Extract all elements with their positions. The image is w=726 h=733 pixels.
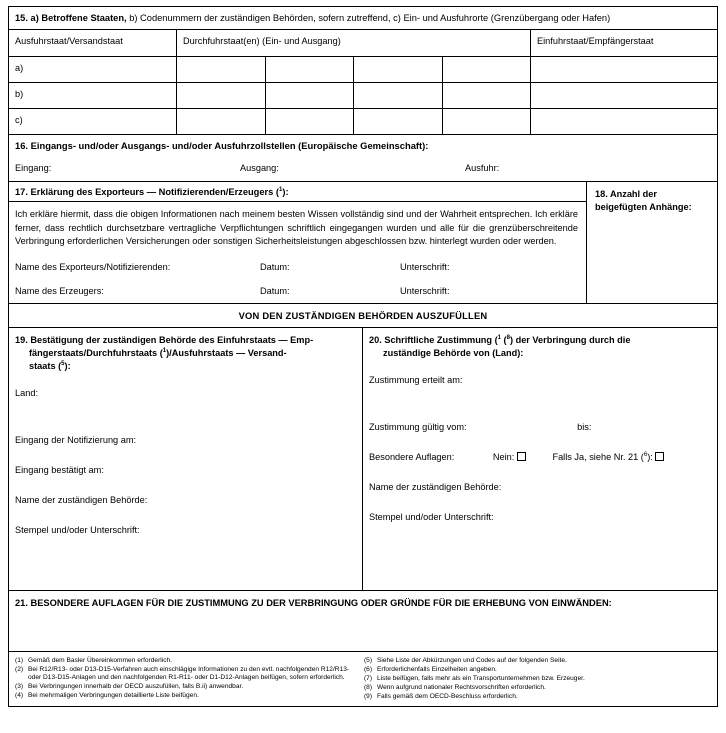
footnote-ref-8: 8 bbox=[506, 334, 510, 341]
footnotes bbox=[9, 651, 717, 706]
footnote-text: Bei mehrmaligen Verbringungen detaillierte Liste beifügen. bbox=[28, 692, 199, 700]
section-17-title-end: ): bbox=[282, 187, 289, 197]
footnote-ref-6: 6 bbox=[643, 451, 648, 458]
cell-c-import[interactable] bbox=[531, 109, 717, 134]
footnote-marker: (9) bbox=[363, 692, 373, 700]
sections-19-20 bbox=[9, 328, 717, 590]
section-20-title-l1: 20. Schriftliche Zustimmung ( bbox=[369, 334, 498, 345]
cell-b-transit-3[interactable] bbox=[354, 83, 443, 108]
table-row bbox=[9, 57, 717, 83]
footnote-marker: (5) bbox=[363, 656, 373, 664]
section-19-title bbox=[9, 328, 362, 377]
checkbox-special-no[interactable] bbox=[517, 452, 526, 461]
row-label-b: b) bbox=[9, 83, 177, 108]
footnote-marker: (8) bbox=[363, 683, 373, 691]
col-header-transit-states: Durchfuhrstaat(en) (Ein- und Ausgang) bbox=[177, 30, 531, 56]
section-20-blank-space bbox=[363, 531, 717, 577]
section-15-heading-rest: b) Codenummern der zuständigen Behörden, sofern zutreffend, c) Ein- und Ausfuhrorte (Grenzübergang oder Hafen) bbox=[126, 13, 611, 23]
authorities-banner: VON DEN ZUSTÄNDIGEN BEHÖRDEN AUSZUFÜLLEN bbox=[9, 303, 717, 328]
section-17-line-producer bbox=[9, 279, 586, 303]
footnote-ref-1: 1 bbox=[497, 334, 501, 341]
table-row bbox=[9, 83, 717, 109]
section-18 bbox=[587, 182, 717, 303]
footnote-text: Gemäß dem Basler Übereinkommen erforderlich. bbox=[28, 656, 173, 664]
section-19-title-l2b: )/Ausfuhrstaats — Versand- bbox=[166, 347, 287, 358]
field-19-stamp-signature[interactable]: Stempel und/oder Unterschrift: bbox=[15, 524, 140, 535]
section-16-title bbox=[9, 135, 717, 157]
field-20-stamp-signature[interactable]: Stempel und/oder Unterschrift: bbox=[369, 511, 494, 522]
footnote-item bbox=[364, 675, 711, 684]
cell-b-transit-1[interactable] bbox=[177, 83, 266, 108]
section-19 bbox=[9, 328, 363, 590]
footnote-ref-5: 5 bbox=[61, 360, 65, 367]
footnote-item bbox=[15, 692, 364, 701]
field-19-notification-received[interactable]: Eingang der Notifizierung am: bbox=[15, 434, 137, 445]
footnote-item bbox=[15, 657, 364, 666]
cell-c-transit-2[interactable] bbox=[266, 109, 355, 134]
field-producer-date[interactable]: Datum: bbox=[260, 285, 290, 296]
field-19-authority-name[interactable]: Name der zuständigen Behörde: bbox=[15, 494, 148, 505]
section-17-title-text: 17. Erklärung des Exporteurs — Notifizierenden/Erzeugers ( bbox=[15, 187, 279, 197]
footnote-ref-1: 1 bbox=[279, 186, 283, 193]
field-eingang[interactable]: Eingang: bbox=[15, 163, 52, 173]
section-16 bbox=[9, 134, 717, 181]
field-19-land[interactable]: Land: bbox=[15, 387, 38, 398]
section-20-title: 20. Schriftliche Zustimmung ($^1$ ($^8$) der Verbringung durch die zuständige Behörde von (Land): bbox=[363, 328, 717, 364]
section-19-title-l3-wrap bbox=[15, 360, 355, 373]
field-exporter-date[interactable]: Datum: bbox=[260, 261, 290, 272]
cell-c-transit-3[interactable] bbox=[354, 109, 443, 134]
footnote-marker: (1) bbox=[15, 656, 24, 664]
field-20-consent-valid-to: bis: bbox=[577, 421, 592, 432]
section-19-title-l3b: ): bbox=[64, 360, 71, 371]
section-15-a-label: a) Betroffene Staaten, bbox=[30, 13, 127, 23]
field-producer-name[interactable]: Name des Erzeugers: bbox=[15, 285, 104, 296]
cell-b-transit-4[interactable] bbox=[443, 83, 532, 108]
section-17 bbox=[9, 182, 587, 303]
cell-c-transit-4[interactable] bbox=[443, 109, 532, 134]
label-special-no: Nein: bbox=[492, 451, 515, 462]
section-15-table bbox=[9, 29, 717, 134]
row-label-c: c) bbox=[9, 109, 177, 134]
table-row bbox=[9, 109, 717, 134]
field-20-special-conditions[interactable] bbox=[363, 441, 717, 471]
footnote-item bbox=[15, 666, 364, 683]
cell-a-transit-1[interactable] bbox=[177, 57, 266, 82]
section-20-title-l2: zuständige Behörde von (Land): bbox=[383, 347, 524, 358]
cell-c-transit-1[interactable] bbox=[177, 109, 266, 134]
cell-a-transit-2[interactable] bbox=[266, 57, 355, 82]
section-15-body bbox=[9, 57, 717, 134]
footnote-item bbox=[364, 684, 711, 693]
section-21-title: 21. BESONDERE AUFLAGEN FÜR DIE ZUSTIMMUNG ZU DER VERBRINGUNG ODER GRÜNDE FÜR DIE ERHEBUNG VON EINWÄNDEN: bbox=[15, 597, 612, 608]
section-21-entry-area[interactable] bbox=[9, 615, 717, 651]
footnote-item bbox=[364, 693, 711, 702]
field-20-consent-valid-label: Zustimmung gültig vom: bbox=[369, 421, 467, 432]
cell-a-import[interactable] bbox=[531, 57, 717, 82]
footnote-item bbox=[364, 657, 711, 666]
footnote-marker: (4) bbox=[15, 692, 24, 700]
footnote-ref-1: 1 bbox=[162, 347, 167, 354]
section-19-blank-space bbox=[9, 544, 362, 590]
section-18-title: 18. Anzahl der beigefügten Anhänge: bbox=[595, 189, 692, 212]
footnote-text: Wenn aufgrund nationaler Rechtsvorschriften erforderlich. bbox=[376, 683, 546, 691]
footnote-text: Erforderlichenfalls Einzelheiten angeben. bbox=[376, 665, 497, 673]
field-20-consent-given[interactable]: Zustimmung erteilt am: bbox=[369, 374, 463, 385]
footnote-text: Siehe Liste der Abkürzungen und Codes auf der folgenden Seite. bbox=[376, 656, 567, 664]
section-21 bbox=[9, 590, 717, 651]
section-19-title-l2: fängerstaats/Durchfuhrstaats ( bbox=[29, 347, 163, 358]
cell-b-import[interactable] bbox=[531, 83, 717, 108]
section-17-declaration: Ich erkläre hiermit, dass die obigen Informationen nach meinem besten Wissen vollständig sind und der Wahrheit entsprechen. Ich erkläre ferner, dass rechtlich durchsetzbare vertragliche Verpflichtungen schriftlich eingegangen wurden und alle für die grenzüberschreitende Verbringung erforderlichen Versicherungen oder sonstigen Sicherheitsleistungen abgeschlossen bzw. hinterlegt wurden oder werden. bbox=[15, 209, 578, 246]
field-ausfuhr[interactable]: Ausfuhr: bbox=[465, 163, 500, 173]
row-label-a: a) bbox=[9, 57, 177, 82]
footnote-text: Liste beifügen, falls mehr als ein Transportunternehmen bzw. Erzeuger. bbox=[376, 674, 585, 682]
section-17-title bbox=[9, 182, 586, 202]
section-17-18-wrap bbox=[9, 181, 717, 303]
footnote-marker: (3) bbox=[15, 683, 24, 691]
section-16-fields bbox=[9, 157, 717, 181]
footnote-text: Falls gemäß dem OECD-Beschluss erforderlich. bbox=[376, 692, 518, 700]
field-19-receipt-confirmed[interactable]: Eingang bestätigt am: bbox=[15, 464, 104, 475]
col-header-export-state: Ausfuhrstaat/Versandstaat bbox=[9, 30, 177, 56]
section-20 bbox=[363, 328, 717, 590]
col-header-import-state: Einfuhrstaat/Empfängerstaat bbox=[537, 36, 654, 46]
section-19-title-l2-wrap bbox=[15, 347, 355, 360]
section-17-line-exporter bbox=[9, 255, 586, 279]
cell-a-transit-3[interactable] bbox=[354, 57, 443, 82]
footnote-item bbox=[15, 683, 364, 692]
footnote-item bbox=[364, 666, 711, 675]
section-16-title-text: 16. Eingangs- und/oder Ausgangs- und/oder Ausfuhrzollstellen (Europäische Gemeinschaft): bbox=[15, 140, 429, 151]
section-19-title-l3: staats ( bbox=[29, 360, 62, 371]
section-15-header-row bbox=[9, 30, 717, 57]
field-exporter-name[interactable]: Name des Exporteurs/Notifizierenden: bbox=[15, 261, 171, 272]
field-20-special-label: Besondere Auflagen: bbox=[369, 451, 455, 462]
field-ausgang[interactable]: Ausgang: bbox=[240, 163, 279, 173]
cell-a-transit-4[interactable] bbox=[443, 57, 532, 82]
footnote-text: Bei Verbringungen innerhalb der OECD auszufüllen, falls B.ii) anwendbar. bbox=[28, 683, 244, 691]
section-19-title-l1: 19. Bestätigung der zuständigen Behörde des Einfuhrstaats — Emp- bbox=[15, 334, 314, 345]
footnotes-left bbox=[15, 657, 364, 702]
footnotes-right bbox=[364, 657, 711, 702]
footnote-marker: (7) bbox=[363, 674, 373, 682]
section-15-heading bbox=[9, 7, 717, 29]
notification-form bbox=[8, 6, 718, 707]
checkbox-special-yes[interactable] bbox=[655, 452, 664, 461]
footnote-text: Bei R12/R13- oder D13-D15-Verfahren auch einschlägige Informationen zu den evtl. nachfolgenden R12/R13- oder D13-D15-Anlagen und den nachfolgenden R1-R11- oder D1-D12-Anlagen beifügen, sofern erforderlich. bbox=[28, 665, 350, 682]
cell-b-transit-2[interactable] bbox=[266, 83, 355, 108]
section-15-number: 15. bbox=[15, 13, 28, 23]
footnote-marker: (6) bbox=[363, 665, 373, 673]
footnote-marker: (2) bbox=[15, 665, 24, 673]
field-exporter-signature[interactable]: Unterschrift: bbox=[400, 261, 450, 272]
field-20-authority-name[interactable]: Name der zuständigen Behörde: bbox=[369, 481, 502, 492]
field-20-consent-valid[interactable] bbox=[363, 411, 717, 441]
label-special-yes-end: ): bbox=[647, 451, 653, 462]
field-producer-signature[interactable]: Unterschrift: bbox=[400, 285, 450, 296]
section-20-title-l1b: ) der Verbringung durch die bbox=[509, 334, 631, 345]
label-special-yes: Falls Ja, siehe Nr. 21 ( bbox=[552, 451, 644, 462]
